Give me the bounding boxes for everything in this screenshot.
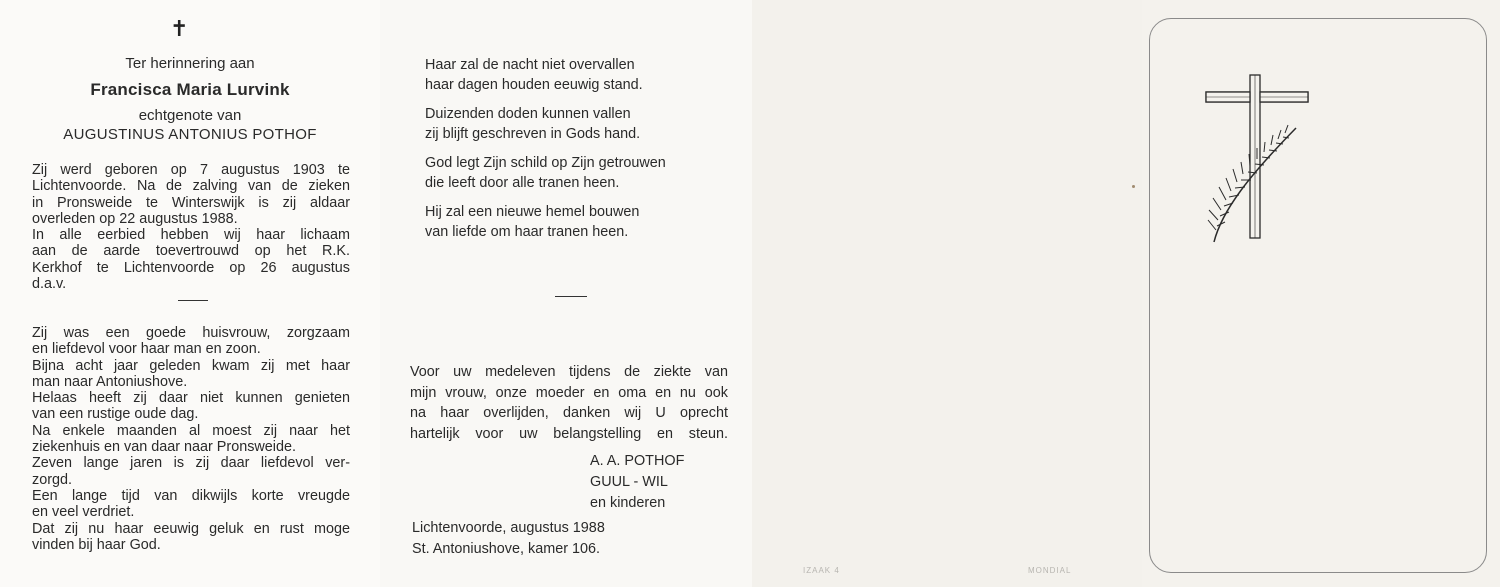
life-line: Zeven lange jaren is zij daar liefdevol ver- [32,455,350,472]
place-line: St. Antoniushove, kamer 106. [412,541,600,557]
printer-mark: MONDIAL [1028,566,1072,575]
life-line: van een rustige oude dag. [32,406,199,423]
poem-line: die leeft door alle tranen heen. [425,175,620,191]
biography-line: Lichtenvoorde. Na de zalving van de zieken [32,178,350,195]
life-line: vinden bij haar God. [32,536,161,553]
spouse-label: echtgenote van [138,107,242,124]
biography-line: aan de aarde toevertrouwd op het R.K. [32,243,350,260]
biography-line: Zij werd geboren op 7 augustus 1903 te [32,162,350,178]
biography-line: In alle eerbied hebben wij haar lichaam [32,227,350,244]
paper-speck [1132,185,1135,188]
place-line: Lichtenvoorde, augustus 1988 [412,520,605,536]
thanks-line: mijn vrouw, onze moeder en oma en nu ook [410,384,728,401]
poem-stanza [425,202,730,242]
poem-line: God legt Zijn schild op Zijn getrouwen [425,155,666,171]
life-line: Na enkele maanden al moest zij naar het [32,422,350,439]
biography-line: d.a.v. [32,276,67,293]
thanks-line: Voor uw medeleven tijdens de ziekte van [410,364,728,380]
small-cross-icon: ✝ [170,16,189,41]
printer-mark: IZAAK 4 [803,566,840,575]
signature-line: en kinderen [590,495,666,511]
life-line: en liefdevol voor haar man en zoon. [32,341,261,358]
life-line: Bijna acht jaar geleden kwam zij met haar [32,357,350,374]
poem [425,55,730,251]
life-paragraph [32,325,350,553]
poem-line: haar dagen houden eeuwig stand. [425,77,643,93]
divider-dash [555,296,587,297]
deceased-name: Francisca Maria Lurvink [90,80,290,99]
poem-stanza [425,55,730,95]
life-line: ziekenhuis en van daar naar Pronsweide. [32,439,296,456]
biography-paragraph [32,162,350,292]
life-line: zorgd. [32,471,72,488]
life-line: Een lange tijd van dikwijls korte vreugde [32,487,350,504]
thanks-line: na haar overlijden, danken wij U oprecht [410,405,728,421]
biography-line: Kerkhof te Lichtenvoorde op 26 augustus [32,259,350,276]
biography-line: in Pronsweide te Winterswijk is zij aldaar [32,194,350,211]
life-line: Helaas heeft zij daar niet kunnen genieten [32,390,350,407]
signature-block [590,451,684,514]
poem-line: Duizenden doden kunnen vallen [425,106,631,122]
signature-line: A. A. POTHOF [590,453,685,469]
life-line: Dat zij nu haar eeuwig geluk en rust moge [32,520,350,537]
life-line: en veel verdriet. [32,504,135,521]
poem-line: Hij zal een nieuwe hemel bouwen [425,204,640,220]
poem-line: zij blijft geschreven in Gods hand. [425,126,641,142]
poem-line: Haar zal de nacht niet overvallen [425,57,635,73]
poem-stanza [425,104,730,144]
cross-with-palm-branch-icon [1200,70,1310,250]
place-date-block [412,518,605,560]
poem-stanza [425,153,730,193]
intro-text: Ter herinnering aan [125,55,255,72]
thanks-line: hartelijk voor uw belangstelling en steun. [410,425,728,442]
spouse-name: AUGUSTINUS ANTONIUS POTHOF [63,126,317,143]
poem-line: van liefde om haar tranen heen. [425,224,629,240]
blank-back-panel [752,0,1142,587]
life-line: Zij was een goede huisvrouw, zorgzaam [32,325,350,341]
life-line: man naar Antoniushove. [32,373,188,390]
biography-line: overleden op 22 augustus 1988. [32,210,238,227]
divider-dash [178,300,208,301]
signature-line: GUUL - WIL [590,474,668,490]
thanks-paragraph [410,362,728,444]
